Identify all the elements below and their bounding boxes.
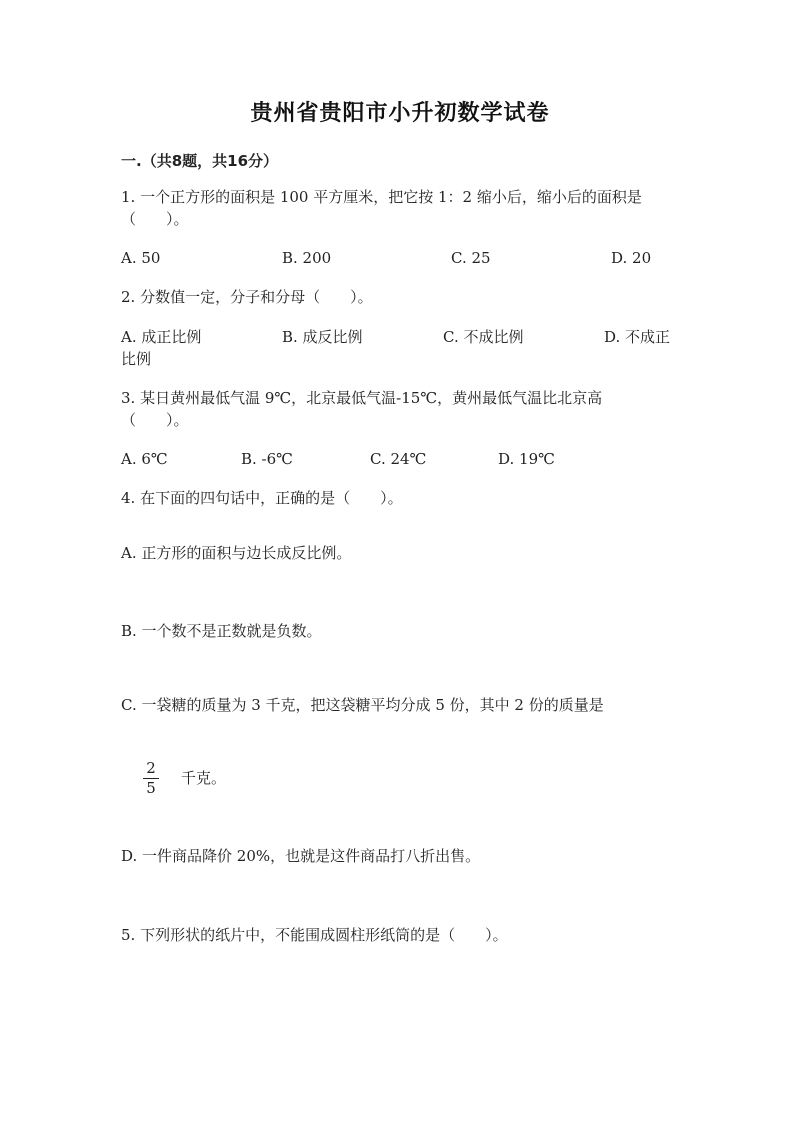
question-2-line1: 2. 分数值一定，分子和分母（ ）。 <box>121 288 373 306</box>
question-4 <box>121 487 403 509</box>
question-1-line1: 1. 一个正方形的面积是 100 平方厘米，把它按 1：2 缩小后，缩小后的面积是 <box>121 188 642 206</box>
question-3 <box>121 387 681 431</box>
option-b: B. 成反比例 <box>282 328 363 346</box>
fraction-denominator: 5 <box>146 779 156 797</box>
page-title: 贵州省贵阳市小升初数学试卷 <box>250 101 550 126</box>
option-b: B. 200 <box>282 249 332 267</box>
statement-c: C. 一袋糖的质量为 3 千克，把这袋糖平均分成 5 份，其中 2 份的质量是 <box>121 696 604 714</box>
question-3-line1: 3. 某日黄州最低气温 9℃，北京最低气温-15℃，黄州最低气温比北京高 <box>121 389 603 407</box>
option-a: A. 成正比例 <box>121 328 202 346</box>
question-3-line2: （ ）。 <box>121 411 189 429</box>
option-c: C. 24℃ <box>370 450 427 468</box>
option-d: D. 20 <box>611 249 652 267</box>
question-2 <box>121 286 373 308</box>
option-c: C. 25 <box>451 249 491 267</box>
question-1 <box>121 186 681 230</box>
statement-d: D. 一件商品降价 20%，也就是这件商品打八折出售。 <box>121 847 481 865</box>
question-5-line1: 5. 下列形状的纸片中，不能围成圆柱形纸筒的是（ ）。 <box>121 926 508 944</box>
question-5 <box>121 924 508 946</box>
fraction-unit: 千克。 <box>181 769 227 787</box>
option-a: A. 50 <box>121 249 161 267</box>
question-4-line1: 4. 在下面的四句话中，正确的是（ ）。 <box>121 489 403 507</box>
option-d-wrap: 比例 <box>121 350 152 368</box>
option-c: C. 不成比例 <box>443 328 524 346</box>
option-d: D. 不成正 <box>604 328 671 346</box>
option-b: B. -6℃ <box>241 450 293 468</box>
section-header: 一.（共8题，共16分） <box>121 152 279 170</box>
fraction-numerator: 2 <box>146 759 156 777</box>
option-a: A. 6℃ <box>121 450 168 468</box>
statement-a: A. 正方形的面积与边长成反比例。 <box>121 544 352 562</box>
question-1-line2: （ ）。 <box>121 210 189 228</box>
fraction <box>143 760 159 797</box>
statement-b: B. 一个数不是正数就是负数。 <box>121 622 322 640</box>
option-d: D. 19℃ <box>498 450 555 468</box>
